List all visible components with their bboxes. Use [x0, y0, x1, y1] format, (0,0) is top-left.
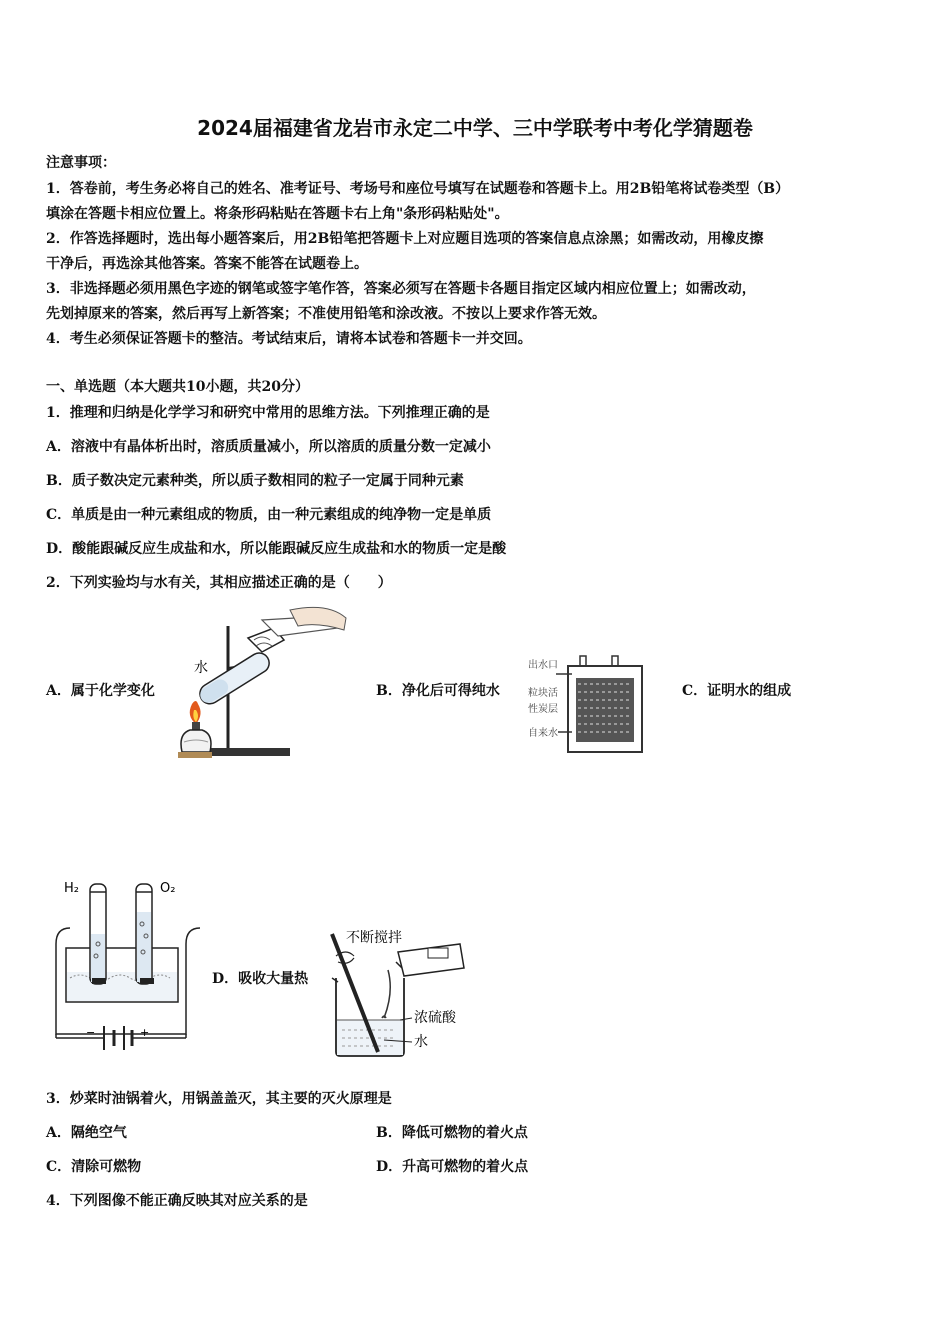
- question-1-option-a[interactable]: A．溶液中有晶体析出时，溶质质量减小，所以溶质的质量分数一定减小: [46, 439, 491, 455]
- page-title: 2024届福建省龙岩市永定二中学、三中学联考中考化学猜题卷: [197, 116, 753, 140]
- figure-c-label: H₂: [64, 881, 79, 896]
- figure-c-label: O₂: [160, 881, 176, 896]
- figure-c-label: +: [140, 1026, 150, 1039]
- figure-b-label: 自来水: [528, 728, 558, 739]
- figure-d-label: 不断搅拌: [346, 930, 402, 946]
- figure-d-dilution: [324, 922, 484, 1060]
- notice-line: 3．非选择题必须用黑色字迹的钢笔或签字笔作答，答案必须写在答题卡各题目指定区域内相应位置上；如需改动，: [46, 281, 756, 297]
- question-3-option-d[interactable]: D．升高可燃物的着火点: [376, 1159, 529, 1175]
- figure-d-label: 水: [414, 1034, 428, 1050]
- figure-b-label: 性炭层: [528, 704, 558, 715]
- notice-line: 填涂在答题卡相应位置上。将条形码粘贴在答题卡右上角"条形码粘贴处"。: [46, 206, 509, 222]
- question-3-option-c[interactable]: C．清除可燃物: [46, 1159, 142, 1175]
- notice-heading: 注意事项：: [46, 155, 116, 171]
- question-1-stem: 1．推理和归纳是化学学习和研究中常用的思维方法。下列推理正确的是: [46, 405, 490, 421]
- question-2-option-d[interactable]: D．吸收大量热: [212, 971, 309, 987]
- figure-d-label: 浓硫酸: [414, 1010, 456, 1026]
- figure-b-water-purifier: [528, 652, 648, 756]
- figure-a-label: 水: [194, 660, 208, 676]
- question-3-stem: 3．炒菜时油锅着火，用锅盖盖灭，其主要的灭火原理是: [46, 1091, 392, 1107]
- question-3-option-b[interactable]: B．降低可燃物的着火点: [376, 1125, 528, 1141]
- figure-a-heating-water: [178, 606, 348, 762]
- question-4-stem: 4．下列图像不能正确反映其对应关系的是: [46, 1193, 308, 1209]
- notice-line: 干净后，再选涂其他答案。答案不能答在试题卷上。: [46, 256, 368, 272]
- notice-line: 1．答卷前，考生务必将自己的姓名、准考证号、考场号和座位号填写在试题卷和答题卡上。用2B铅笔将试卷类型（B）: [46, 181, 790, 197]
- figure-c-electrolysis: [50, 874, 210, 1058]
- figure-b-label: 粒块活: [528, 688, 558, 699]
- question-1-option-c[interactable]: C．单质是由一种元素组成的物质，由一种元素组成的纯净物一定是单质: [46, 507, 492, 523]
- figure-b-label: 出水口: [528, 660, 558, 671]
- question-2-option-c[interactable]: C．证明水的组成: [682, 683, 792, 699]
- notice-line: 先划掉原来的答案，然后再写上新答案；不准使用铅笔和涂改液。不按以上要求作答无效。: [46, 306, 606, 322]
- notice-line: 4．考生必须保证答题卡的整洁。考试结束后，请将本试卷和答题卡一并交回。: [46, 331, 532, 347]
- question-1-option-b[interactable]: B．质子数决定元素种类，所以质子数相同的粒子一定属于同种元素: [46, 473, 464, 489]
- question-2-option-a[interactable]: A．属于化学变化: [46, 683, 155, 699]
- question-2-option-b[interactable]: B．净化后可得纯水: [376, 683, 500, 699]
- question-2-stem: 2．下列实验均与水有关，其相应描述正确的是（ ）: [46, 575, 392, 591]
- section-heading: 一、单选题（本大题共10小题，共20分）: [46, 379, 309, 395]
- question-3-option-a[interactable]: A．隔绝空气: [46, 1125, 127, 1141]
- figure-c-label: −: [86, 1026, 96, 1039]
- notice-line: 2．作答选择题时，选出每小题答案后，用2B铅笔把答题卡上对应题目选项的答案信息点涂黑；如需改动，用橡皮擦: [46, 231, 764, 247]
- question-1-option-d[interactable]: D．酸能跟碱反应生成盐和水，所以能跟碱反应生成盐和水的物质一定是酸: [46, 541, 507, 557]
